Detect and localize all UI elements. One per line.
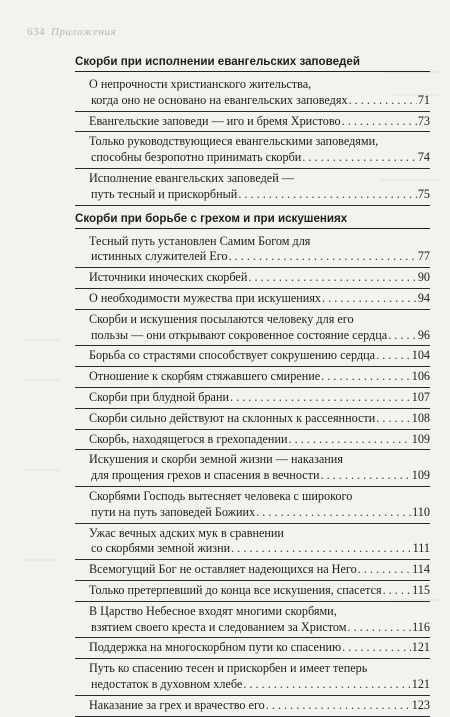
dot-leader <box>289 432 411 448</box>
dot-leader <box>383 583 412 599</box>
entry-text-line: недостаток в духовном хлебе <box>91 676 243 691</box>
toc-section <box>75 54 430 206</box>
toc-entry[interactable] <box>75 367 430 388</box>
entry-text-line: путь тесный и прискорбный <box>91 186 238 201</box>
entry-text-line: Наказание за грех и врачество его <box>89 697 265 712</box>
entry-text-line: Только претерпевший до конца все искушения, спасется <box>89 582 382 597</box>
section-title: Скорби при борьбе с грехом и при искушениях <box>75 211 430 229</box>
toc-entry[interactable] <box>75 581 430 602</box>
dot-leader <box>302 150 417 166</box>
toc-entry[interactable] <box>75 602 430 639</box>
table-of-contents <box>75 54 430 717</box>
entry-page-number: 73 <box>417 113 430 128</box>
dot-leader <box>348 620 412 636</box>
toc-entry[interactable] <box>75 487 430 524</box>
dot-leader <box>388 328 417 344</box>
entry-page-number: 109 <box>411 468 430 483</box>
toc-entry[interactable] <box>75 346 430 367</box>
running-head <box>27 26 116 38</box>
entry-text-line: Исполнение евангельских заповедей — <box>89 170 294 185</box>
toc-entry[interactable] <box>75 169 430 206</box>
entry-text-line: Скорбь, находящегося в грехопадении <box>89 431 288 446</box>
dot-leader <box>230 390 411 406</box>
entry-text-line: Всемогущий Бог не оставляет надеющихся на Него <box>89 562 357 577</box>
running-head-title: Приложения <box>51 26 117 38</box>
entry-text-line: Ужас вечных адских мук в сравнении <box>89 525 284 540</box>
dot-leader <box>349 93 417 109</box>
toc-entry[interactable] <box>75 560 430 581</box>
entry-page-number: 121 <box>411 676 430 691</box>
toc-entry[interactable] <box>75 289 430 310</box>
entry-page-number: 106 <box>411 369 430 384</box>
entry-page-number: 108 <box>411 410 430 425</box>
entry-page-number: 74 <box>417 150 430 165</box>
entry-text-line: Скорбями Господь вытесняет человека с широкого <box>89 488 353 503</box>
entry-text-line: Борьба со страстями способствует сокрушению сердца <box>89 348 376 363</box>
toc-entry[interactable] <box>75 430 430 451</box>
entry-page-number: 96 <box>417 327 430 342</box>
entry-page-number: 107 <box>411 389 430 404</box>
dot-leader <box>243 677 410 693</box>
dot-leader <box>320 468 410 484</box>
toc-section <box>75 211 430 717</box>
toc-entry[interactable] <box>75 696 430 717</box>
entry-page-number: 90 <box>417 270 430 285</box>
dot-leader <box>321 369 411 385</box>
entry-text-line: со скорбями земной жизни <box>91 541 231 556</box>
dot-leader <box>231 541 411 557</box>
section-title: Скорби при исполнении евангельских заповедей <box>75 54 430 72</box>
toc-entry[interactable] <box>75 409 430 430</box>
dot-leader <box>376 348 411 364</box>
page-number: 634 <box>27 26 45 38</box>
entry-text-line: Путь ко спасению тесен и прискорбен и имеет теперь <box>89 661 368 676</box>
entry-text-line: Поддержка на многоскорбном пути ко спасению <box>89 640 342 655</box>
entry-page-number: 71 <box>417 92 430 107</box>
entry-text-line: Евангельские заповеди — иго и бремя Христово <box>89 113 341 128</box>
entry-text-line: Источники иноческих скорбей <box>89 270 248 285</box>
entry-text-line: способны безропотно принимать скорби <box>91 150 302 165</box>
toc-entry[interactable] <box>75 659 430 696</box>
dot-leader <box>342 114 417 130</box>
entry-page-number: 75 <box>417 186 430 201</box>
entry-page-number: 94 <box>417 290 430 305</box>
dot-leader <box>266 698 411 714</box>
entry-page-number: 111 <box>412 541 430 556</box>
entry-page-number: 121 <box>411 640 430 655</box>
entry-text-line: Тесный путь установлен Самим Богом для <box>89 233 311 248</box>
entry-text-line: когда оно не основано на евангельских заповедях <box>91 92 348 107</box>
dot-leader <box>376 411 410 427</box>
dot-leader <box>248 270 416 286</box>
entry-text-line: Искушения и скорби земной жизни — наказания <box>89 452 343 467</box>
entry-text-line: для прощения грехов и спасения в вечности <box>91 468 320 483</box>
dot-leader <box>342 640 411 656</box>
entry-text-line: взятием своего креста и следованием за Христом <box>91 619 347 634</box>
toc-entry[interactable] <box>75 268 430 289</box>
entry-text-line: О необходимости мужества при искушениях <box>89 290 322 305</box>
entry-text-line: В Царство Небесное входят многими скорбями, <box>89 603 337 618</box>
toc-entry[interactable] <box>75 75 430 112</box>
toc-entry[interactable] <box>75 524 430 561</box>
entry-page-number: 77 <box>417 249 430 264</box>
entry-text-line: Скорби сильно действуют на склонных к рассеянности <box>89 410 376 425</box>
entry-page-number: 104 <box>411 348 430 363</box>
entry-page-number: 115 <box>412 582 430 597</box>
entry-text-line: Скорби при блудной брани <box>89 389 230 404</box>
toc-entry[interactable] <box>75 638 430 659</box>
dot-leader <box>322 291 417 307</box>
entry-page-number: 109 <box>411 431 430 446</box>
entry-text-line: пути на путь заповедей Божиих <box>91 504 256 519</box>
toc-entry[interactable] <box>75 232 430 269</box>
dot-leader <box>238 187 416 203</box>
entry-text-line: Скорби и искушения посылаются человеку для его <box>89 311 354 326</box>
entry-text-line: Отношение к скорбям стяжавшего смирение <box>89 369 321 384</box>
entry-text-line: Только руководствующиеся евангельскими заповедями, <box>89 134 379 149</box>
entry-text-line: пользы — они открывают сокровенное состояние сердца <box>91 327 388 342</box>
toc-entry[interactable] <box>75 388 430 409</box>
dot-leader <box>256 505 411 521</box>
entry-text-line: О непрочности христианского жительства, <box>89 77 312 91</box>
toc-entry[interactable] <box>75 450 430 487</box>
dot-leader <box>358 562 411 578</box>
toc-entry[interactable] <box>75 112 430 133</box>
toc-entry[interactable] <box>75 310 430 347</box>
entry-page-number: 116 <box>412 619 430 634</box>
dot-leader <box>229 249 417 265</box>
toc-entry[interactable] <box>75 132 430 169</box>
entry-page-number: 110 <box>412 504 430 519</box>
entry-page-number: 123 <box>411 697 430 712</box>
entry-text-line: истинных служителей Его <box>91 249 228 264</box>
entry-page-number: 114 <box>412 562 430 577</box>
